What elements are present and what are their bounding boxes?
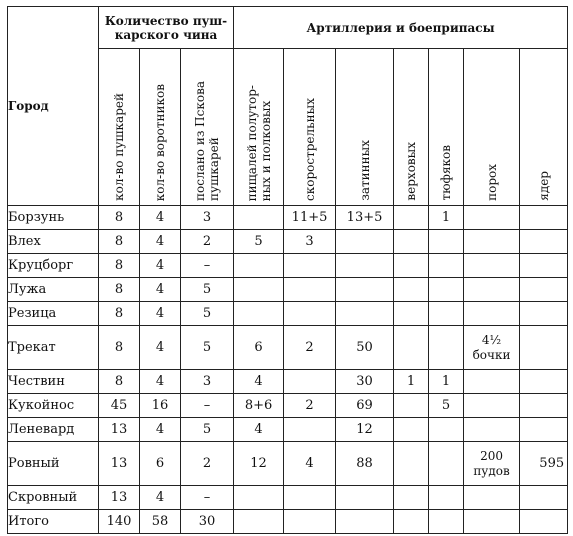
column-header-label: тюфяков bbox=[439, 145, 454, 201]
value-cell: 5 bbox=[429, 394, 464, 418]
value-cell: 8 bbox=[99, 230, 140, 254]
value-cell: 8 bbox=[99, 206, 140, 230]
value-cell bbox=[464, 370, 520, 394]
column-header bbox=[234, 49, 284, 206]
value-cell: 4 bbox=[140, 326, 181, 370]
city-cell: Итого bbox=[8, 510, 99, 534]
value-cell bbox=[464, 394, 520, 418]
value-cell: 5 bbox=[181, 326, 234, 370]
value-cell bbox=[464, 206, 520, 230]
value-cell: 4 bbox=[140, 302, 181, 326]
value-cell: 4 bbox=[140, 486, 181, 510]
value-cell bbox=[429, 326, 464, 370]
value-cell bbox=[520, 230, 568, 254]
city-cell: Резица bbox=[8, 302, 99, 326]
value-cell: 2 bbox=[181, 230, 234, 254]
value-cell bbox=[284, 254, 336, 278]
value-cell: 4 bbox=[140, 230, 181, 254]
table-row bbox=[8, 418, 568, 442]
value-cell: – bbox=[181, 254, 234, 278]
value-cell bbox=[464, 510, 520, 534]
city-cell: Кукойнос bbox=[8, 394, 99, 418]
table-row bbox=[8, 486, 568, 510]
value-cell bbox=[429, 278, 464, 302]
value-cell: 8+6 bbox=[234, 394, 284, 418]
value-cell bbox=[336, 302, 394, 326]
value-cell: 45 bbox=[99, 394, 140, 418]
value-cell: 13 bbox=[99, 486, 140, 510]
value-cell bbox=[520, 302, 568, 326]
value-cell: 12 bbox=[336, 418, 394, 442]
table-row bbox=[8, 394, 568, 418]
value-cell bbox=[284, 370, 336, 394]
city-cell: Лужа bbox=[8, 278, 99, 302]
value-cell: 3 bbox=[181, 206, 234, 230]
city-cell: Леневард bbox=[8, 418, 99, 442]
header-crew-group bbox=[99, 7, 234, 49]
city-cell: Чествин bbox=[8, 370, 99, 394]
value-cell: – bbox=[181, 394, 234, 418]
value-cell bbox=[284, 418, 336, 442]
value-cell bbox=[394, 206, 429, 230]
column-header-label: пищалей полутор- ных и полковых bbox=[244, 84, 273, 201]
value-cell bbox=[520, 486, 568, 510]
column-header-label: послано из Пскова пушкарей bbox=[193, 81, 222, 201]
value-cell: 88 bbox=[336, 442, 394, 486]
value-cell bbox=[234, 278, 284, 302]
table-row bbox=[8, 206, 568, 230]
value-cell bbox=[394, 302, 429, 326]
table-row bbox=[8, 370, 568, 394]
value-cell: 4 bbox=[140, 278, 181, 302]
value-cell: 4 bbox=[284, 442, 336, 486]
value-cell bbox=[394, 418, 429, 442]
value-cell: 8 bbox=[99, 278, 140, 302]
value-cell bbox=[520, 254, 568, 278]
column-header-wrap bbox=[99, 51, 139, 201]
value-cell: 3 bbox=[284, 230, 336, 254]
value-cell: 58 bbox=[140, 510, 181, 534]
city-cell: Ровный bbox=[8, 442, 99, 486]
value-cell: 11+5 bbox=[284, 206, 336, 230]
city-cell: Скровный bbox=[8, 486, 99, 510]
value-cell: 69 bbox=[336, 394, 394, 418]
column-header-label: кол-во пушкарей bbox=[112, 93, 126, 201]
city-cell: Борзунь bbox=[8, 206, 99, 230]
value-cell: 4 bbox=[140, 254, 181, 278]
value-cell bbox=[429, 230, 464, 254]
value-cell: 4 bbox=[140, 206, 181, 230]
value-cell: 200 пудов bbox=[464, 442, 520, 486]
value-cell: 4 bbox=[140, 418, 181, 442]
table-row bbox=[8, 510, 568, 534]
value-cell bbox=[336, 486, 394, 510]
value-cell bbox=[429, 486, 464, 510]
value-cell: 16 bbox=[140, 394, 181, 418]
value-cell: 595 bbox=[520, 442, 568, 486]
value-cell: 8 bbox=[99, 302, 140, 326]
value-cell bbox=[520, 418, 568, 442]
value-cell bbox=[394, 486, 429, 510]
value-cell bbox=[394, 278, 429, 302]
value-cell: 5 bbox=[181, 278, 234, 302]
value-cell: 2 bbox=[284, 394, 336, 418]
value-cell: 30 bbox=[336, 370, 394, 394]
value-cell: 4 bbox=[234, 418, 284, 442]
table-row bbox=[8, 254, 568, 278]
value-cell bbox=[394, 254, 429, 278]
value-cell bbox=[464, 278, 520, 302]
value-cell: 1 bbox=[394, 370, 429, 394]
value-cell: 6 bbox=[234, 326, 284, 370]
value-cell: 30 bbox=[181, 510, 234, 534]
value-cell bbox=[234, 254, 284, 278]
value-cell bbox=[234, 302, 284, 326]
value-cell: 1 bbox=[429, 206, 464, 230]
column-header-wrap bbox=[140, 51, 180, 201]
value-cell bbox=[394, 326, 429, 370]
value-cell: 5 bbox=[181, 302, 234, 326]
column-header bbox=[336, 49, 394, 206]
value-cell bbox=[284, 302, 336, 326]
column-header-wrap bbox=[394, 51, 428, 201]
column-header bbox=[520, 49, 568, 206]
value-cell bbox=[394, 394, 429, 418]
value-cell: 4 bbox=[140, 370, 181, 394]
value-cell bbox=[234, 206, 284, 230]
column-header-wrap bbox=[464, 51, 519, 201]
value-cell: 2 bbox=[181, 442, 234, 486]
value-cell: 6 bbox=[140, 442, 181, 486]
column-header-wrap bbox=[234, 51, 283, 201]
value-cell bbox=[234, 510, 284, 534]
value-cell bbox=[429, 254, 464, 278]
value-cell bbox=[464, 418, 520, 442]
value-cell: 13 bbox=[99, 442, 140, 486]
value-cell bbox=[336, 230, 394, 254]
city-cell: Круцборг bbox=[8, 254, 99, 278]
column-header-wrap bbox=[520, 51, 567, 201]
value-cell bbox=[520, 278, 568, 302]
table-row bbox=[8, 302, 568, 326]
column-header-label: скорострельных bbox=[302, 98, 317, 201]
table-row bbox=[8, 278, 568, 302]
value-cell: – bbox=[181, 486, 234, 510]
column-header-label: порох bbox=[484, 164, 499, 201]
value-cell: 50 bbox=[336, 326, 394, 370]
value-cell bbox=[394, 510, 429, 534]
column-header-wrap bbox=[181, 51, 233, 201]
value-cell bbox=[336, 278, 394, 302]
value-cell: 5 bbox=[181, 418, 234, 442]
artillery-table bbox=[7, 6, 568, 534]
table-row bbox=[8, 326, 568, 370]
value-cell bbox=[429, 302, 464, 326]
value-cell bbox=[394, 442, 429, 486]
value-cell bbox=[464, 302, 520, 326]
column-header bbox=[140, 49, 181, 206]
column-header-label: кол-во воротников bbox=[153, 83, 167, 201]
value-cell: 4 bbox=[234, 370, 284, 394]
value-cell: 12 bbox=[234, 442, 284, 486]
value-cell bbox=[284, 278, 336, 302]
value-cell bbox=[284, 486, 336, 510]
column-header-label: верховых bbox=[404, 142, 419, 201]
column-header bbox=[99, 49, 140, 206]
city-cell: Влех bbox=[8, 230, 99, 254]
column-header bbox=[284, 49, 336, 206]
column-header-label: ядер bbox=[536, 171, 551, 201]
value-cell: 140 bbox=[99, 510, 140, 534]
value-cell bbox=[429, 418, 464, 442]
column-header bbox=[429, 49, 464, 206]
value-cell bbox=[234, 486, 284, 510]
value-cell: 8 bbox=[99, 370, 140, 394]
value-cell bbox=[464, 254, 520, 278]
city-cell: Трекат bbox=[8, 326, 99, 370]
column-header-wrap bbox=[284, 51, 335, 201]
value-cell bbox=[429, 510, 464, 534]
value-cell: 8 bbox=[99, 326, 140, 370]
value-cell bbox=[520, 394, 568, 418]
value-cell bbox=[520, 510, 568, 534]
value-cell bbox=[520, 326, 568, 370]
header-artillery-group: Артиллерия и боеприпасы bbox=[234, 7, 568, 49]
value-cell: 3 bbox=[181, 370, 234, 394]
value-cell bbox=[429, 442, 464, 486]
value-cell bbox=[336, 254, 394, 278]
column-header-wrap bbox=[429, 51, 463, 201]
value-cell: 8 bbox=[99, 254, 140, 278]
value-cell bbox=[336, 510, 394, 534]
value-cell: 13+5 bbox=[336, 206, 394, 230]
value-cell: 2 bbox=[284, 326, 336, 370]
column-header bbox=[394, 49, 429, 206]
value-cell: 13 bbox=[99, 418, 140, 442]
value-cell bbox=[464, 230, 520, 254]
value-cell bbox=[464, 486, 520, 510]
header-city: Город bbox=[8, 7, 99, 206]
header-crew-group-label: Количество пуш- карского чина bbox=[104, 13, 228, 42]
column-header bbox=[181, 49, 234, 206]
column-header-label: затинных bbox=[357, 140, 372, 201]
value-cell: 1 bbox=[429, 370, 464, 394]
column-header bbox=[464, 49, 520, 206]
table-row bbox=[8, 442, 568, 486]
value-cell: 4½ бочки bbox=[464, 326, 520, 370]
table-row bbox=[8, 230, 568, 254]
value-cell bbox=[520, 206, 568, 230]
value-cell: 5 bbox=[234, 230, 284, 254]
value-cell bbox=[394, 230, 429, 254]
value-cell bbox=[520, 370, 568, 394]
value-cell bbox=[284, 510, 336, 534]
column-header-wrap bbox=[336, 51, 393, 201]
